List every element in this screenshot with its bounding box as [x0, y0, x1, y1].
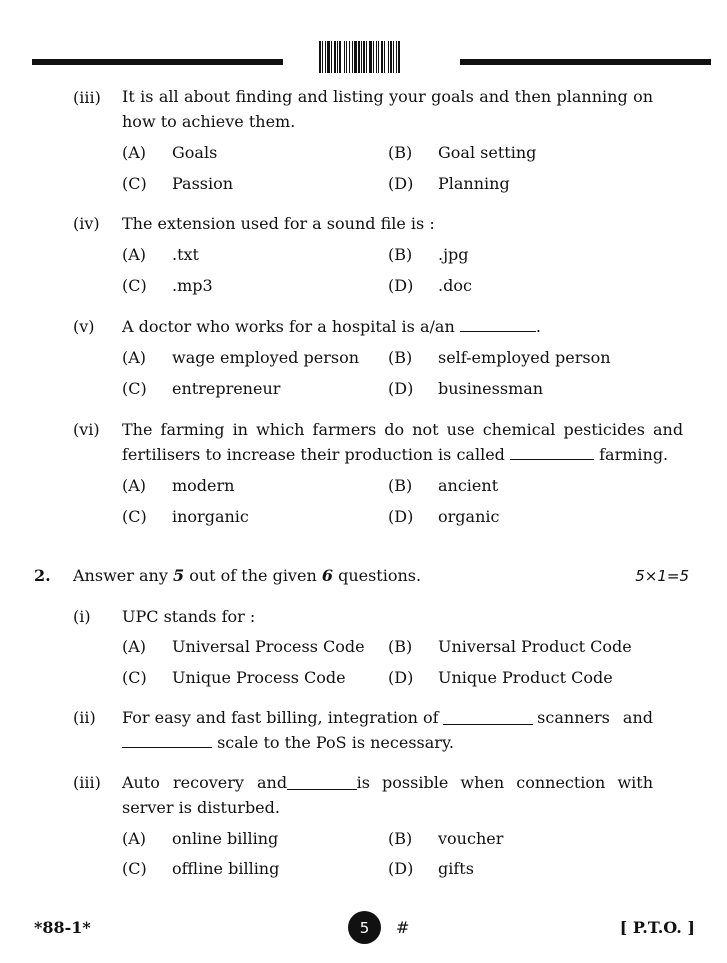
option-text: entrepreneur [172, 379, 281, 398]
option-text: Universal Product Code [438, 637, 632, 656]
option-text: Universal Process Code [172, 637, 365, 656]
question-number: (v) [73, 317, 95, 336]
answer-blank [510, 447, 594, 460]
option-label: (D) [388, 276, 414, 295]
option-label: (C) [122, 507, 147, 526]
option-text: self-employed person [438, 348, 611, 367]
question-text-line [122, 420, 684, 439]
section-instruction [73, 566, 421, 585]
option-label: (B) [388, 476, 413, 495]
option-label: (A) [122, 348, 147, 367]
option-label: (A) [122, 245, 147, 264]
question-text-line [122, 708, 653, 727]
question-number: (ii) [73, 708, 96, 727]
option-label: (C) [122, 379, 147, 398]
question-text-line [122, 733, 454, 752]
option-label: (C) [122, 276, 147, 295]
option-label: (B) [388, 245, 413, 264]
question-number: (iv) [73, 214, 100, 233]
paper-code: *88-1* [34, 918, 91, 937]
option-text: Planning [438, 174, 510, 193]
option-text: Unique Process Code [172, 668, 346, 687]
option-text: ancient [438, 476, 499, 495]
answer-blank [460, 319, 536, 332]
option-label: (B) [388, 637, 413, 656]
option-text: organic [438, 507, 500, 526]
answer-blank [287, 777, 357, 790]
option-label: (A) [122, 637, 147, 656]
option-label: (C) [122, 668, 147, 687]
option-label: (B) [388, 829, 413, 848]
option-text: Goals [172, 143, 218, 162]
option-text: offline billing [172, 859, 280, 878]
option-label: (A) [122, 476, 147, 495]
question-number: (i) [73, 607, 91, 626]
instruction-number: 6 [321, 566, 333, 585]
option-label: (D) [388, 507, 414, 526]
question-text-part: farming. [599, 445, 669, 464]
option-text: businessman [438, 379, 544, 398]
question-text-line [122, 773, 653, 792]
option-text: modern [172, 476, 235, 495]
question-number: (iii) [73, 88, 101, 107]
instruction-part: Answer any [73, 566, 168, 585]
option-text: online billing [172, 829, 279, 848]
barcode-icon [319, 41, 436, 73]
question-text: The extension used for a sound file is : [122, 214, 435, 233]
question-text-part: For easy and fast billing, integration of [122, 708, 439, 727]
option-text: .doc [438, 276, 472, 295]
question-text-part: scale to the PoS is necessary. [217, 733, 454, 752]
question-number: (vi) [73, 420, 100, 439]
option-label: (A) [122, 143, 147, 162]
question-text-part: scanners and [537, 708, 653, 727]
header-rule-right [460, 59, 711, 65]
question-text-part: fertilisers to increase their production is called [122, 445, 505, 464]
option-text: inorganic [172, 507, 249, 526]
option-text: .jpg [438, 245, 469, 264]
option-text: .mp3 [172, 276, 213, 295]
question-number: (iii) [73, 773, 101, 792]
marks-allocation: 5×1=5 [635, 567, 689, 585]
option-label: (D) [388, 379, 414, 398]
header-rule-left [32, 59, 283, 65]
instruction-part: out of the given [189, 566, 317, 585]
section-number: 2. [34, 566, 51, 585]
page-number: 5 [348, 911, 381, 944]
question-text-part: . [535, 317, 541, 336]
option-text: voucher [438, 829, 504, 848]
option-text: Unique Product Code [438, 668, 613, 687]
answer-blank [122, 735, 212, 748]
option-label: (A) [122, 829, 147, 848]
hash-mark: # [396, 918, 410, 937]
question-text-part: is possible when connection with [356, 773, 653, 792]
question-text-part: The farming in which farmers do not use chemical pesticides and [122, 420, 684, 439]
answer-blank [443, 712, 533, 725]
option-label: (B) [388, 348, 413, 367]
option-label: (B) [388, 143, 413, 162]
question-text: It is all about finding and listing your goals and then planning on how to achieve them. [122, 87, 653, 131]
question-text-part: A doctor who works for a hospital is a/an [122, 317, 455, 336]
instruction-number: 5 [172, 566, 185, 585]
option-label: (D) [388, 668, 414, 687]
option-label: (D) [388, 174, 414, 193]
option-label: (C) [122, 174, 147, 193]
pto-label: [ P.T.O. ] [619, 918, 695, 937]
option-label: (C) [122, 859, 147, 878]
question-text [122, 317, 541, 336]
option-text: Passion [172, 174, 234, 193]
question-text-line [122, 445, 668, 464]
question-text-part: Auto recovery and [122, 773, 288, 792]
question-text-line: server is disturbed. [122, 798, 280, 817]
option-text: wage employed person [172, 348, 360, 367]
option-text: Goal setting [438, 143, 537, 162]
option-label: (D) [388, 859, 414, 878]
option-text: .txt [172, 245, 199, 264]
option-text: gifts [438, 859, 474, 878]
question-text: UPC stands for : [122, 607, 256, 626]
instruction-part: questions. [338, 566, 422, 585]
